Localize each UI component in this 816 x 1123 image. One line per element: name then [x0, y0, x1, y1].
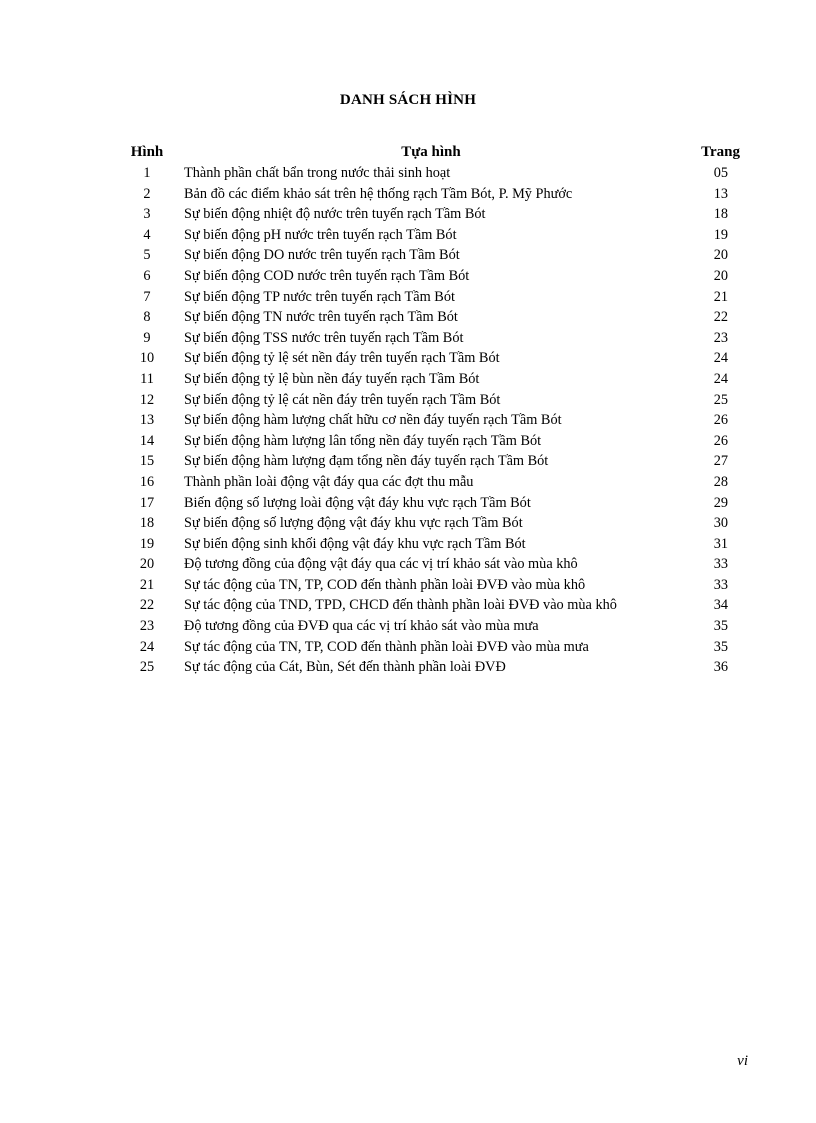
figure-page: 24 — [713, 370, 728, 387]
figure-page: 33 — [713, 576, 728, 593]
figure-number: 16 — [139, 473, 155, 490]
figure-page: 35 — [713, 638, 728, 655]
figure-number: 18 — [139, 515, 155, 532]
figure-number: 2 — [143, 185, 151, 202]
table-header-row — [116, 141, 748, 163]
table-row — [116, 204, 748, 225]
figure-number: 3 — [143, 206, 151, 223]
figure-title: Sự biến động hàm lượng chất hữu cơ nền đáy tuyến rạch Tầm Bót — [184, 412, 562, 429]
figure-number: 12 — [139, 391, 155, 408]
figure-page: 31 — [713, 535, 728, 552]
table-row — [116, 616, 748, 637]
figure-number: 5 — [143, 247, 151, 264]
table-row — [116, 348, 748, 369]
figure-title: Sự biến động tỷ lệ cát nền đáy trên tuyến rạch Tầm Bót — [184, 391, 501, 408]
table-row — [116, 184, 748, 205]
figure-page: 33 — [713, 556, 728, 573]
figure-number: 23 — [139, 618, 155, 635]
figure-page: 35 — [713, 618, 728, 635]
figure-number: 15 — [139, 453, 155, 470]
figure-page: 36 — [713, 659, 728, 676]
figure-title: Sự biến động COD nước trên tuyến rạch Tầm Bót — [184, 267, 470, 284]
figure-number: 19 — [139, 535, 155, 552]
header-figure-title: Tựa hình — [401, 144, 461, 160]
figure-number: 11 — [140, 370, 154, 387]
page-title: DANH SÁCH HÌNH — [339, 92, 477, 108]
figure-title: Sự biến động pH nước trên tuyến rạch Tầm Bót — [184, 226, 457, 243]
table-row — [116, 410, 748, 431]
table-row — [116, 163, 748, 184]
figure-title: Biến động số lượng loài động vật đáy khu vực rạch Tầm Bót — [184, 494, 531, 511]
table-row — [116, 431, 748, 452]
table-row — [116, 328, 748, 349]
table-row — [116, 595, 748, 616]
table-row — [116, 472, 748, 493]
figure-page: 21 — [713, 288, 728, 305]
figure-title: Sự biến động số lượng động vật đáy khu vực rạch Tầm Bót — [184, 515, 523, 532]
figure-title: Thành phần chất bẩn trong nước thải sinh hoạt — [184, 165, 451, 181]
figure-number: 24 — [139, 638, 155, 655]
figure-page: 25 — [713, 391, 728, 408]
figure-title: Sự tác động của Cát, Bùn, Sét đến thành phần loài ĐVĐ — [184, 659, 506, 676]
figure-number: 4 — [143, 226, 151, 243]
figure-title: Độ tương đồng của ĐVĐ qua các vị trí khảo sát vào mùa mưa — [184, 618, 539, 635]
table-row — [116, 657, 748, 678]
table-row — [116, 307, 748, 328]
figure-title: Độ tương đồng của động vật đáy qua các vị trí khảo sát vào mùa khô — [184, 556, 578, 573]
table-row — [116, 554, 748, 575]
figure-title: Sự biến động nhiệt độ nước trên tuyến rạch Tầm Bót — [184, 206, 486, 223]
table-row — [116, 287, 748, 308]
header-page: Trang — [701, 144, 740, 160]
figure-number: 1 — [143, 165, 151, 181]
figure-page: 22 — [713, 309, 728, 326]
figure-page: 24 — [713, 350, 728, 367]
figure-number: 22 — [139, 597, 155, 614]
figure-title: Thành phần loài động vật đáy qua các đợt thu mẫu — [184, 473, 474, 490]
figure-title: Sự biến động sinh khối động vật đáy khu vực rạch Tầm Bót — [184, 535, 526, 552]
figure-title: Sự biến động hàm lượng lân tổng nền đáy tuyến rạch Tầm Bót — [184, 432, 542, 449]
figure-list-body — [116, 163, 748, 678]
figure-number: 7 — [143, 288, 151, 305]
figure-page: 27 — [713, 453, 728, 470]
figure-page: 26 — [713, 412, 728, 429]
figure-page: 20 — [713, 247, 728, 264]
page-number: vi — [737, 1053, 748, 1069]
figure-number: 20 — [139, 556, 155, 573]
figure-title: Sự biến động TSS nước trên tuyến rạch Tầm Bót — [184, 329, 464, 346]
table-row — [116, 513, 748, 534]
figure-page: 26 — [713, 432, 728, 449]
table-row — [116, 534, 748, 555]
figure-number: 8 — [143, 309, 151, 326]
figure-page: 19 — [713, 226, 728, 243]
figure-number: 10 — [139, 350, 155, 367]
figure-number: 9 — [143, 329, 151, 346]
header-figure-number: Hình — [130, 144, 164, 160]
figure-title: Sự biến động TP nước trên tuyến rạch Tầm Bót — [184, 288, 455, 305]
figure-title: Bản đồ các điểm khảo sát trên hệ thống rạch Tầm Bót, P. Mỹ Phước — [184, 185, 573, 202]
figure-page: 28 — [713, 473, 728, 490]
table-row — [116, 225, 748, 246]
figure-list-table — [116, 141, 748, 678]
table-row — [116, 390, 748, 411]
figure-number: 14 — [139, 432, 155, 449]
figure-title: Sự biến động TN nước trên tuyến rạch Tầm Bót — [184, 309, 458, 326]
figure-page: 29 — [713, 494, 728, 511]
figure-page: 20 — [713, 267, 728, 284]
figure-number: 17 — [139, 494, 155, 511]
figure-number: 25 — [139, 659, 155, 676]
figure-title: Sự tác động của TN, TP, COD đến thành phần loài ĐVĐ vào mùa khô — [184, 576, 586, 593]
figure-number: 6 — [143, 267, 151, 284]
table-row — [116, 266, 748, 287]
table-row — [116, 245, 748, 266]
figure-page: 23 — [713, 329, 728, 346]
figure-number: 21 — [139, 576, 155, 593]
table-row — [116, 451, 748, 472]
figure-page: 34 — [713, 597, 728, 614]
figure-title: Sự biến động hàm lượng đạm tổng nền đáy tuyến rạch Tầm Bót — [184, 453, 549, 470]
table-row — [116, 637, 748, 658]
figure-page: 30 — [713, 515, 728, 532]
figure-title: Sự biến động tỷ lệ bùn nền đáy tuyến rạch Tầm Bót — [184, 370, 480, 387]
figure-page: 05 — [713, 165, 728, 181]
figure-page: 18 — [713, 206, 728, 223]
figure-page: 13 — [713, 185, 728, 202]
figure-number: 13 — [139, 412, 155, 429]
figure-title: Sự tác động của TND, TPD, CHCD đến thành phần loài ĐVĐ vào mùa khô — [184, 597, 617, 614]
figure-title: Sự tác động của TN, TP, COD đến thành phần loài ĐVĐ vào mùa mưa — [184, 638, 589, 655]
table-row — [116, 493, 748, 514]
figure-title: Sự biến động tỷ lệ sét nền đáy trên tuyến rạch Tầm Bót — [184, 350, 500, 367]
table-row — [116, 575, 748, 596]
figure-title: Sự biến động DO nước trên tuyến rạch Tầm Bót — [184, 247, 460, 264]
table-row — [116, 369, 748, 390]
